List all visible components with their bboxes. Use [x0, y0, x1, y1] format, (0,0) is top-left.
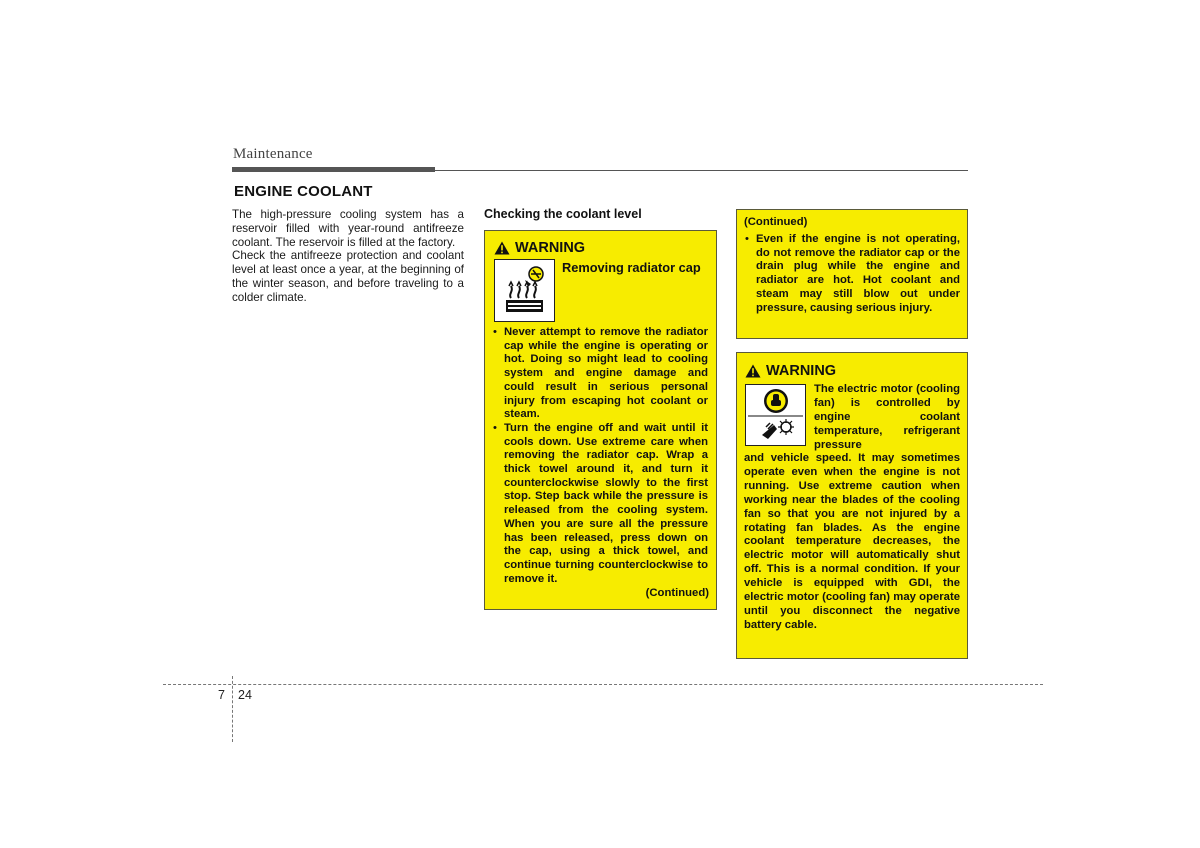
cooling-fan-hand-icon [745, 384, 806, 446]
warning-bullet: • Turn the engine off and wait until it cools down. Use extreme care when removing the radiator cap. Wrap a thick towel around it, and turn it counterclockwise slowly to the first stop. Step back while the pressure is released from the cooling system. When you are sure all the pressure has been released, press down on the cap, using a thick towel, and continue turning counterclockwise to remove it. [492, 422, 708, 586]
intro-text [232, 208, 464, 305]
warning-label: WARNING [766, 363, 837, 379]
warning-subtitle: Removing radiator cap [562, 260, 701, 275]
warning-triangle-icon [745, 364, 761, 378]
chapter-number: 7 [218, 688, 225, 702]
warning-triangle-icon [494, 241, 510, 255]
hot-radiator-cap-icon [494, 259, 555, 322]
footer-divider [232, 676, 233, 742]
warning-heading [494, 240, 585, 256]
continued-box [736, 209, 968, 339]
warning-text-beside-icon: The electric motor (cooling fan) is controlled by engine coolant temperature, refrigerant pressure [814, 383, 960, 451]
warning-bullet-list [492, 326, 708, 586]
continued-label: (Continued) [645, 587, 709, 599]
warning-heading [745, 363, 836, 379]
page-title: ENGINE COOLANT [234, 183, 373, 200]
intro-paragraph-2: Check the antifreeze protection and coolant level at least once a year, at the beginning of the winter season, and before traveling to a colder climate. [232, 249, 464, 304]
continued-bullet: • Even if the engine is not operating, do not remove the radiator cap or the drain plug while the engine and radiator are hot. Hot coolant and steam may still blow out under pressure, causing serious injury. [744, 233, 960, 315]
continued-label: (Continued) [744, 216, 808, 228]
warning-text: and vehicle speed. It may sometimes operate even when the engine is not running. Use extreme caution when working near the blades of the cooling fan so that you are not injured by a rotating fan blades. As the engine coolant temperature decreases, the electric motor will automatically shut off. This is a normal condition. If your vehicle is equipped with GDI, the electric motor (cooling fan) may operate until you disconnect the negative battery cable. [744, 452, 960, 631]
page-number: 24 [238, 688, 252, 702]
warning-label: WARNING [515, 240, 586, 256]
footer-rule [163, 684, 1043, 685]
warning-bullet: • Never attempt to remove the radiator cap while the engine is operating or hot. Doing so might lead to cooling system and engine damage and could result in serious personal injury from escaping hot coolant or steam. [492, 326, 708, 422]
continued-bullet-list [744, 233, 960, 315]
warning-box-cooling-fan [736, 352, 968, 659]
header-rule-bar [232, 167, 435, 172]
intro-paragraph-1: The high-pressure cooling system has a reservoir filled with year-round antifreeze coolant. The reservoir is filled at the factory. [232, 208, 464, 249]
section-name: Maintenance [233, 146, 313, 162]
warning-box-radiator-cap [484, 230, 717, 610]
checking-coolant-heading: Checking the coolant level [484, 207, 642, 221]
